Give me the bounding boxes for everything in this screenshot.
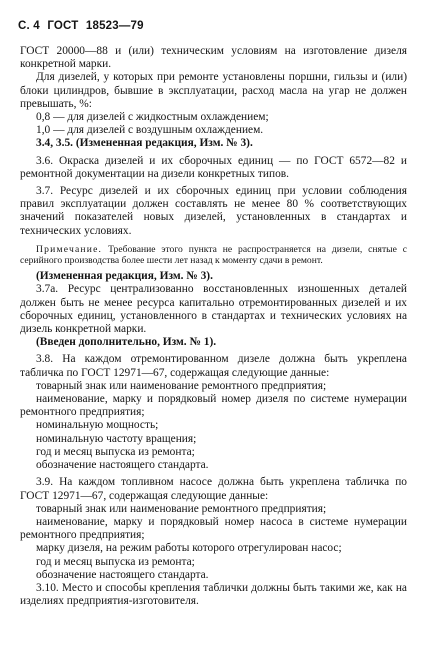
paragraph: 3.7а. Ресурс централизованно восстановленных изношенных деталей должен быть не менее ресурса капитально отремонтированных дизелей и их сборочных единиц, установленного в стандартах и технических условиях на дизель конкретной марки. xyxy=(20,283,407,336)
paragraph: обозначение настоящего стандарта. xyxy=(36,568,209,581)
paragraph: обозначение настоящего стандарта. xyxy=(36,459,209,472)
page-header xyxy=(18,20,148,32)
paragraph: 3.8. На каждом отремонтированном дизеле должна быть укреплена табличка по ГОСТ 12971—67, содержащая следующие данные: xyxy=(20,353,407,379)
document-body xyxy=(20,45,407,608)
paragraph: 3.7. Ресурс дизелей и их сборочных единиц при условии соблюдения правил эксплуатации должен составлять не менее 80 % соответствующих значений показателей новых дизелей, установленных в стандартах и технических условиях. xyxy=(20,185,407,237)
amendment-note: (Введен дополнительно, Изм. № 1). xyxy=(36,336,217,349)
amendment-note: 3.4, 3.5. (Измененная редакция, Изм. № 3). xyxy=(36,137,253,150)
paragraph: номинальную частоту вращения; xyxy=(36,432,197,445)
note-paragraph xyxy=(20,244,407,266)
note-text: Требование этого пункта не распространяется на дизели, снятые с серийного производства более шести лет назад к моменту сдачи в ремонт. xyxy=(20,243,407,267)
amendment-note: (Измененная редакция, Изм. № 3). xyxy=(36,270,213,283)
paragraph: год и месяц выпуска из ремонта; xyxy=(36,445,195,458)
standard-number: 18523—79 xyxy=(85,20,144,32)
paragraph: год и месяц выпуска из ремонта; xyxy=(36,555,195,568)
page-number: С. 4 xyxy=(18,20,40,32)
standard-label: ГОСТ xyxy=(47,20,79,32)
note-label: Примечание. xyxy=(36,243,103,255)
paragraph: наименование, марку и порядковый номер дизеля по системе нумерации ремонтного предприятия; xyxy=(20,393,407,419)
paragraph: товарный знак или наименование ремонтного предприятия; xyxy=(36,502,327,515)
paragraph: 0,8 — для дизелей с жидкостным охлаждением; xyxy=(36,111,269,124)
paragraph: ГОСТ 20000—88 и (или) техническим условиям на изготовление дизеля конкретной марки. xyxy=(20,45,407,71)
paragraph: 3.6. Окраска дизелей и их сборочных единиц — по ГОСТ 6572—82 и ремонтной документации на дизели конкретных типов. xyxy=(20,154,407,180)
paragraph: 1,0 — для дизелей с воздушным охлаждением. xyxy=(36,124,264,137)
paragraph: номинальную мощность; xyxy=(36,419,159,432)
paragraph: 3.10. Место и способы крепления таблички должны быть такими же, как на изделиях предприятия-изготовителя. xyxy=(20,581,407,608)
paragraph: 3.9. На каждом топливном насосе должна быть укреплена табличка по ГОСТ 12971—67, содержащая следующие данные: xyxy=(20,476,407,502)
paragraph: марку дизеля, на режим работы которого отрегулирован насос; xyxy=(36,542,342,555)
paragraph: товарный знак или наименование ремонтного предприятия; xyxy=(36,379,327,392)
paragraph: наименование, марку и порядковый номер насоса в системе нумерации ремонтного предприятия; xyxy=(20,515,407,542)
paragraph: Для дизелей, у которых при ремонте установлены поршни, гильзы и (или) блоки цилиндров, бывшие в эксплуатации, расход масла на угар не должен превышать, %: xyxy=(20,71,407,110)
